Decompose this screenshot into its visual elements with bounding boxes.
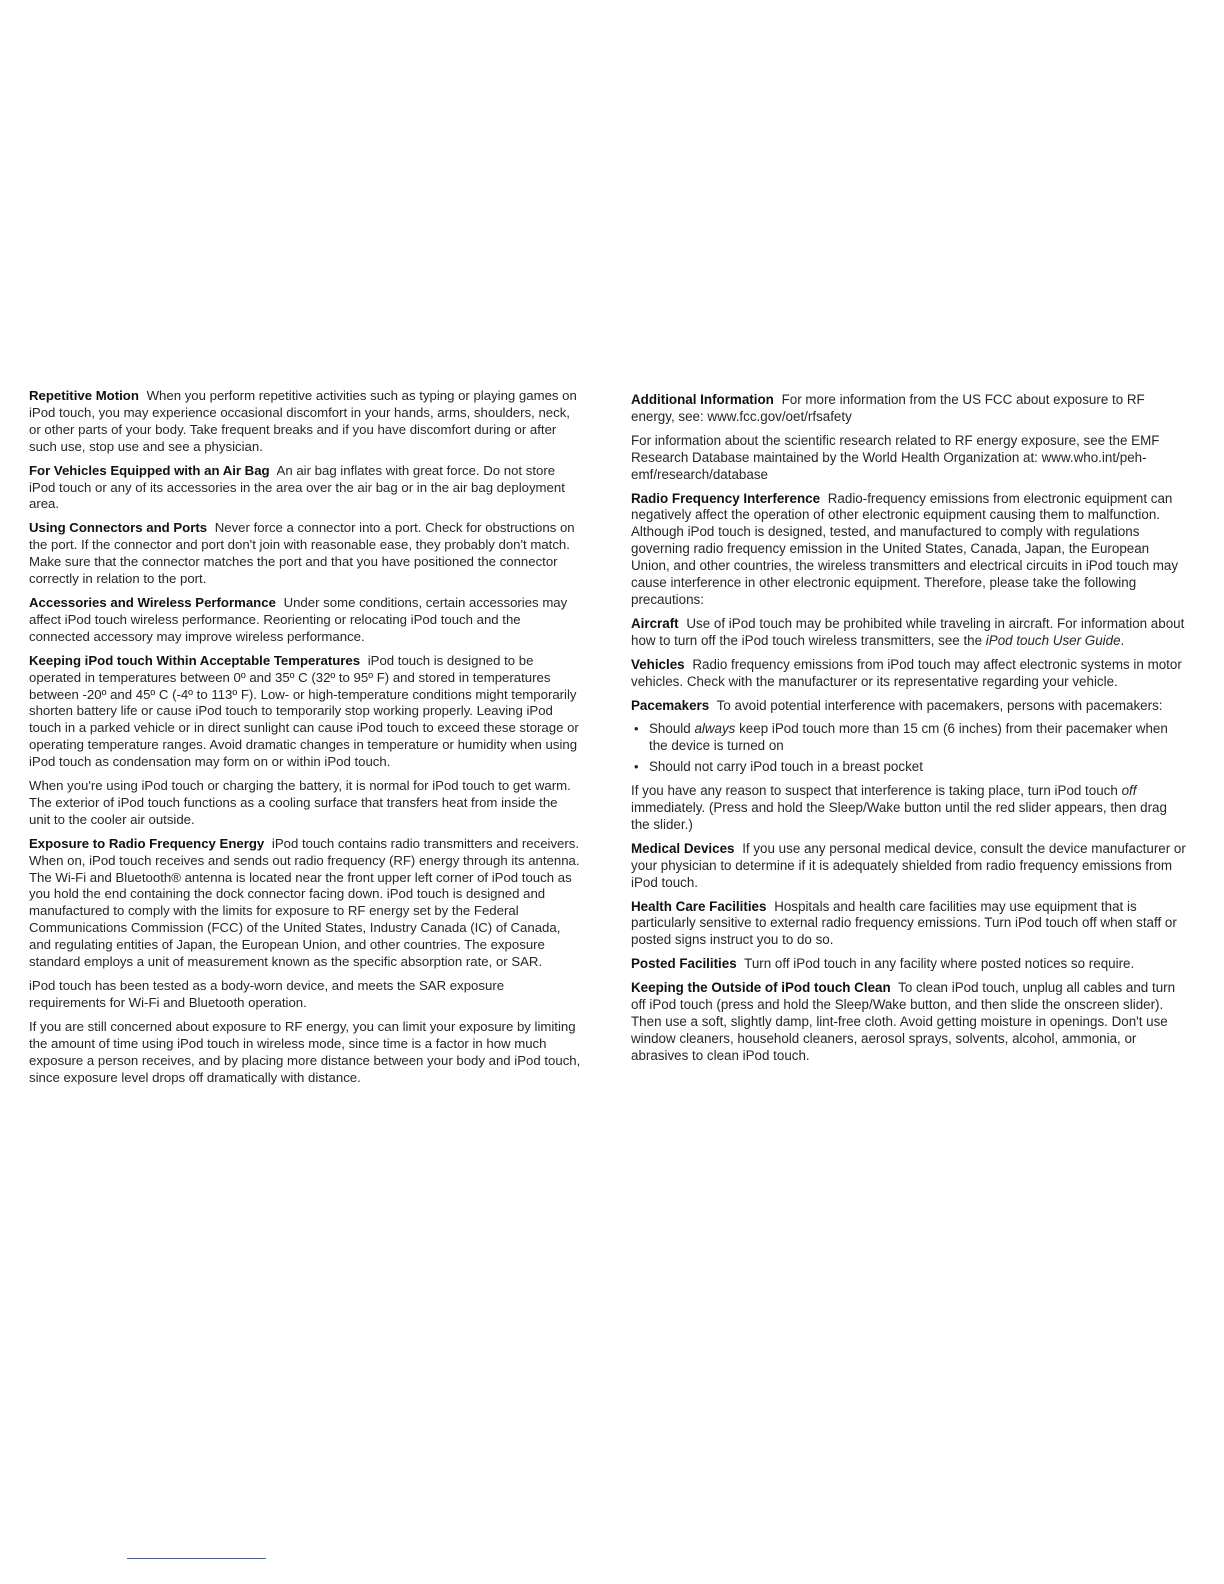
temperature-section (29, 653, 581, 771)
right-column (631, 388, 1187, 1072)
pacemaker-bullet-list (631, 721, 1187, 776)
section-text: Never force a connector into a port. Check for obstructions on the port. If the connector and port don't join with reasonable ease, they probably don't match. Make sure that the connector matches the port and that you have positioned the connector correctly in relation to the port. (29, 520, 575, 587)
medical-devices-section (631, 841, 1187, 892)
list-item (631, 721, 1187, 755)
section-heading: Posted Facilities (631, 956, 737, 972)
posted-facilities-section (631, 956, 1187, 973)
bullet-text: Should (649, 721, 691, 737)
air-bag-section (29, 463, 581, 514)
section-text: If you have any reason to suspect that interference is taking place, turn iPod touch (631, 783, 1118, 799)
section-text: Under some conditions, certain accessories may affect iPod touch wireless performance. Reorienting or relocating iPod touch and the connected accessory may improve wireless performance. (29, 594, 568, 644)
bullet-text: keep iPod touch more than 15 cm (6 inches) from their pacemaker when the device is turned on (649, 721, 1168, 754)
additional-information-section (631, 392, 1187, 426)
temperature-paragraph-2: When you're using iPod touch or charging the battery, it is normal for iPod touch to get warm. The exterior of iPod touch functions as a cooling surface that transfers heat from inside the unit to the cooler air outside. (29, 778, 571, 827)
rf-exposure-paragraph-3: If you are still concerned about exposure to RF energy, you can limit your exposure by limiting the amount of time using iPod touch in wireless mode, since time is a factor in how much exposure a person receives, and by placing more distance between your body and iPod touch, since exposure level drops off dramatically with distance. (29, 1018, 581, 1085)
section-heading: For Vehicles Equipped with an Air Bag (29, 462, 270, 478)
health-care-section (631, 899, 1187, 950)
accessories-section (29, 595, 581, 646)
section-heading: Keeping iPod touch Within Acceptable Temperatures (29, 652, 361, 668)
section-text: When you perform repetitive activities such as typing or playing games on iPod touch, you may experience occasional discomfort in your hands, arms, shoulders, neck, or other parts of your body. Take frequent breaks and if you have discomfort during or after such use, stop use and see a physician. (29, 388, 577, 454)
section-heading: Vehicles (631, 656, 685, 672)
section-heading: Repetitive Motion (29, 388, 139, 403)
aircraft-section (631, 616, 1187, 650)
footer-divider (127, 1558, 266, 1559)
section-text: To avoid potential interference with pacemakers, persons with pacemakers: (716, 697, 1163, 713)
section-text: Turn off iPod touch in any facility where posted notices so require. (744, 956, 1135, 972)
section-heading: Medical Devices (631, 840, 735, 856)
section-heading: Using Connectors and Ports (29, 520, 208, 536)
vehicles-section (631, 657, 1187, 691)
pacemakers-section (631, 698, 1187, 715)
cleaning-section (631, 980, 1187, 1065)
left-column (29, 388, 581, 1093)
user-guide-title: iPod touch User Guide (985, 632, 1121, 648)
emphasis: always (694, 721, 736, 737)
section-heading: Aircraft (631, 615, 679, 631)
rf-exposure-paragraph-2: iPod touch has been tested as a body-worn device, and meets the SAR exposure requirements for Wi-Fi and Bluetooth operation. (29, 978, 505, 1010)
connectors-section (29, 520, 581, 588)
section-heading: Exposure to Radio Frequency Energy (29, 835, 265, 851)
section-heading: Accessories and Wireless Performance (29, 594, 276, 610)
sentence-end: . (1120, 632, 1125, 648)
additional-information-paragraph-2: For information about the scientific research related to RF energy exposure, see the EMF Research Database maintained by the World Health Organization at: www.who.int/peh-emf/research/database (631, 432, 1160, 482)
section-text: Radio frequency emissions from iPod touch may affect electronic systems in motor vehicles. Check with the manufacturer or its representative regarding your vehicle. (631, 656, 1182, 689)
section-text: If you use any personal medical device, consult the device manufacturer or your physician to determine if it is adequately shielded from radio frequency emissions from iPod touch. (631, 840, 1186, 890)
repetitive-motion-section (29, 388, 581, 456)
section-text: To clean iPod touch, unplug all cables and turn off iPod touch (press and hold the Sleep/Wake button, and then slide the onscreen slider). Then use a soft, slightly damp, lint-free cloth. Avoid getting moisture in openings. Don't use window cleaners, household cleaners, aerosol sprays, solvents, alcohol, ammonia, or abrasives to clean iPod touch. (631, 980, 1176, 1063)
radio-interference-section (631, 491, 1187, 609)
section-text: Radio-frequency emissions from electronic equipment can negatively affect the operation of other electronic equipment causing them to malfunction. Although iPod touch is designed, tested, and manufactured to comply with regulations governing radio frequency emission in the United States, Canada, Japan, the European Union, and other countries, the wireless transmitters and electrical circuits in iPod touch may cause interference in other electronic equipment. Therefore, please take the following precautions: (631, 490, 1179, 607)
section-text: For more information from the US FCC about exposure to RF energy, see: www.fcc.gov/oet/rfsafety (631, 392, 1145, 424)
section-heading: Keeping the Outside of iPod touch Clean (631, 980, 891, 996)
pacemakers-paragraph-2 (631, 783, 1187, 834)
section-heading: Health Care Facilities (631, 898, 767, 914)
section-heading: Additional Information (631, 392, 774, 407)
section-heading: Pacemakers (631, 697, 710, 713)
section-text: iPod touch is designed to be operated in temperatures between 0º and 35º C (32º to 95º F) and stored in temperatures between -20º and 45º C (-4º to 113º F). Low- or high-temperature conditions might temporarily shorten battery life or cause iPod touch to temporarily stop working properly. Leaving iPod touch in a parked vehicle or in direct sunlight can cause iPod touch to exceed these storage or operating temperature ranges. Avoid dramatic changes in temperature or humidity when using iPod touch as condensation may form on or within iPod touch. (29, 652, 579, 770)
section-text: iPod touch contains radio transmitters and receivers. When on, iPod touch receives and sends out radio frequency (RF) energy through its antenna. The Wi-Fi and Bluetooth® antenna is located near the front upper left corner of iPod touch as you hold the end containing the dock connector facing down. iPod touch is designed and manufactured to comply with the limits for exposure to RF energy set by the Federal Communications Commission (FCC) of the United States, Industry Canada (IC) of Canada, and regulating entities of Japan, the European Union, and other countries. The exposure standard employs a unit of measurement known as the specific absorption rate, or SAR. (29, 835, 580, 970)
list-item: • Should not carry iPod touch in a breast pocket (631, 759, 1187, 776)
section-heading: Radio Frequency Interference (631, 490, 821, 506)
section-text: An air bag inflates with great force. Do not store iPod touch or any of its accessories in the area over the air bag or in the air bag deployment area. (29, 462, 565, 512)
section-text: immediately. (Press and hold the Sleep/Wake button until the red slider appears, then drag the slider.) (631, 800, 1167, 832)
section-text: Use of iPod touch may be prohibited while traveling in aircraft. For information about how to turn off the iPod touch wireless transmitters, see the (631, 615, 1185, 648)
section-text: Hospitals and health care facilities may use equipment that is particularly sensitive to external radio frequency emissions. Turn iPod touch off when staff or posted signs instruct you to do so. (631, 898, 1177, 948)
emphasis: off (1121, 783, 1137, 799)
rf-exposure-section (29, 836, 581, 971)
